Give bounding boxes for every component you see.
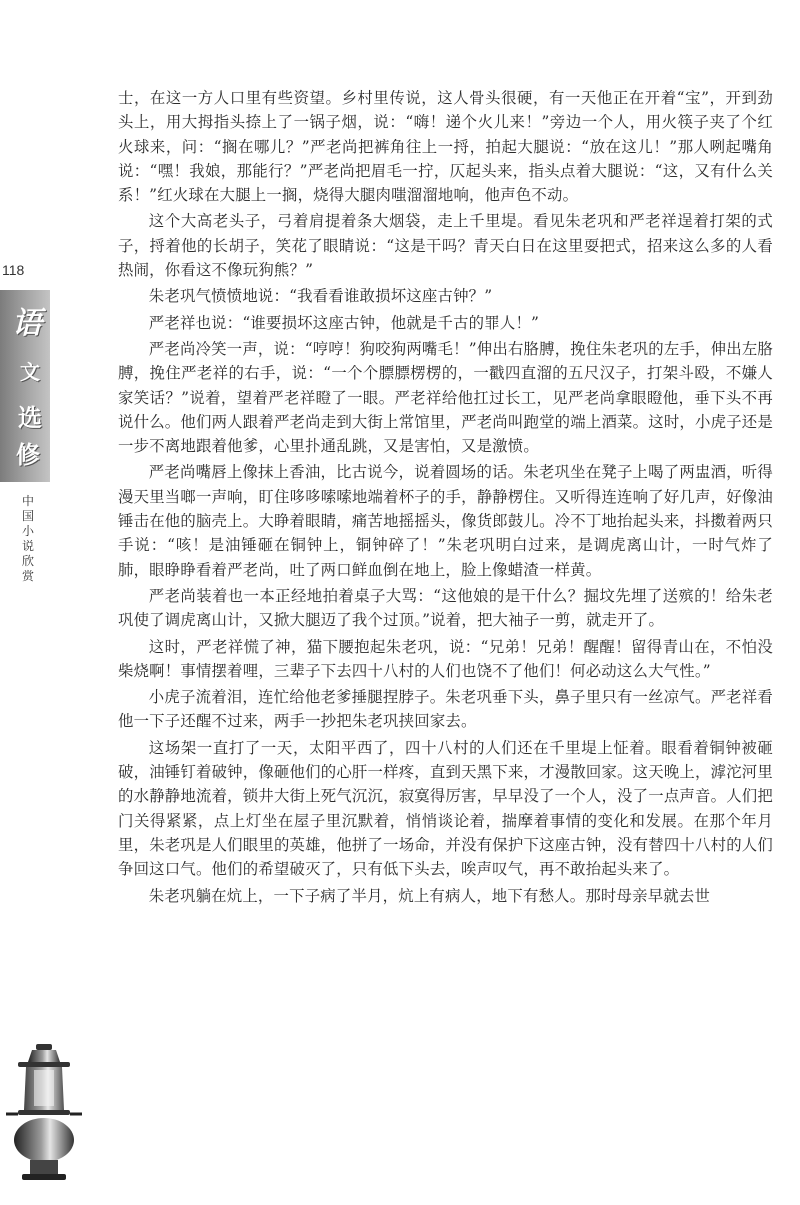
paragraph: 士，在这一方人口里有些资望。乡村里传说，这人骨头很硬，有一天他正在开着“宝”，开到劲头上，用大拇指头捺上了一锅子烟，说：“嗨！递个火儿来！”旁边一个人，用火筷子夹了个红火球来，问：“搁在哪儿？”严老尚把裤角往上一捋，拍起大腿说：“放在这儿！”那人咧起嘴角说：“嘿！我娘，那能行？”严老尚把眉毛一拧，仄起头来，指头点着大腿说：“这，又有什么关系！”红火球在大腿上一搁，烧得大腿肉嗤溜溜地响，他声色不动。	[118, 89, 773, 205]
paragraph: 严老尚装着也一本正经地拍着桌子大骂：“这他娘的是干什么？掘坟先埋了送殡的！给朱老巩使了调虎离山计，又掀大腿迈了我个过顶。”说着，把大袖子一剪，就走开了。	[118, 586, 773, 630]
paragraph: 严老尚冷笑一声，说：“哼哼！狗咬狗两嘴毛！”伸出右胳膊，挽住朱老巩的左手，伸出左胳膊，挽住严老祥的右手，说：“一个个膘膘楞楞的，一戳四直溜的五尺汉子，打架斗殴，不嫌人家笑话？”说着，望着严老祥瞪了一眼。严老祥给他扛过长工，见严老尚拿眼瞪他，垂下头不再说什么。他们两人跟着严老尚走到大街上常馆里，严老尚叫跑堂的端上酒菜。这时，小虎子还是一步不离地跟着他爹，心里扑通乱跳，又是害怕，又是激愤。	[118, 339, 773, 456]
book-series-label: 中国小说欣赏	[22, 494, 35, 583]
page-number: 118	[2, 262, 25, 278]
section-tab-char: 修	[16, 440, 40, 469]
oil-lamp-icon	[4, 1040, 84, 1190]
paragraph: 这场架一直打了一天，太阳平西了，四十八村的人们还在千里堤上怔着。眼看着铜钟被砸破，油锤钉着破钟，像砸他们的心肝一样疼，直到天黑下来，才漫散回家。这天晚上，滹沱河里的水静静地流着，锁井大街上死气沉沉，寂寞得厉害，早早没了一个人，没了一点声音。人们把门关得紧紧，点上灯坐在屋子里沉默着，悄悄谈论着，揣摩着事情的变化和发展。在那个年月里，朱老巩是人们眼里的英雄，他拼了一场命，并没有保护下这座古钟，没有替四十八村的人们争回这口气。他们的希望破灭了，只有低下头去，唉声叹气，再不敢抬起头来了。	[118, 738, 773, 879]
section-tab-char: 文	[20, 360, 40, 384]
paragraph: 这时，严老祥慌了神，猫下腰抱起朱老巩，说：“兄弟！兄弟！醒醒！留得青山在，不怕没柴烧啊！事情摆着哩，三辈子下去四十八村的人们也饶不了他们！何必动这么大气性。”	[118, 637, 773, 680]
section-tab-char: 语	[12, 306, 42, 341]
section-tab-char: 选	[18, 403, 42, 432]
story-text	[118, 86, 773, 910]
section-tab	[0, 290, 50, 482]
paragraph: 朱老巩躺在炕上，一下子病了半月，炕上有病人，地下有愁人。那时母亲早就去世	[148, 886, 711, 905]
paragraph: 这个大高老头子，弓着肩提着条大烟袋，走上千里堤。看见朱老巩和严老祥逞着打架的式子，捋着他的长胡子，笑花了眼睛说：“这是干吗？青天白日在这里耍把式，招来这么多的人看热闹，你看这不像玩狗熊？”	[118, 212, 773, 280]
paragraph: 小虎子流着泪，连忙给他老爹捶腿捏脖子。朱老巩垂下头，鼻子里只有一丝凉气。严老祥看他一下子还醒不过来，两手一抄把朱老巩挟回家去。	[118, 688, 773, 731]
paragraph: 严老尚嘴唇上像抹上香油，比古说今，说着圆场的话。朱老巩坐在凳子上喝了两盅酒，听得漫天里当啷一声响，盯住哆哆嗦嗦地端着杯子的手，静静楞住。又听得连连响了好几声，好像油锤击在他的脑壳上。大睁着眼睛，痛苦地摇摇头，像货郎鼓儿。冷不丁地抬起头来，抖擞着两只手说：“咳！是油锤砸在铜钟上，铜钟碎了！”朱老巩明白过来，是调虎离山计，一时气炸了肺，眼睁睁看着严老尚，吐了两口鲜血倒在地上，脸上像蜡渣一样黄。	[118, 463, 773, 579]
paragraph: 严老祥也说：“谁要损坏这座古钟，他就是千古的罪人！”	[148, 313, 540, 332]
paragraph: 朱老巩气愤愤地说：“我看看谁敢损坏这座古钟？”	[148, 287, 493, 306]
